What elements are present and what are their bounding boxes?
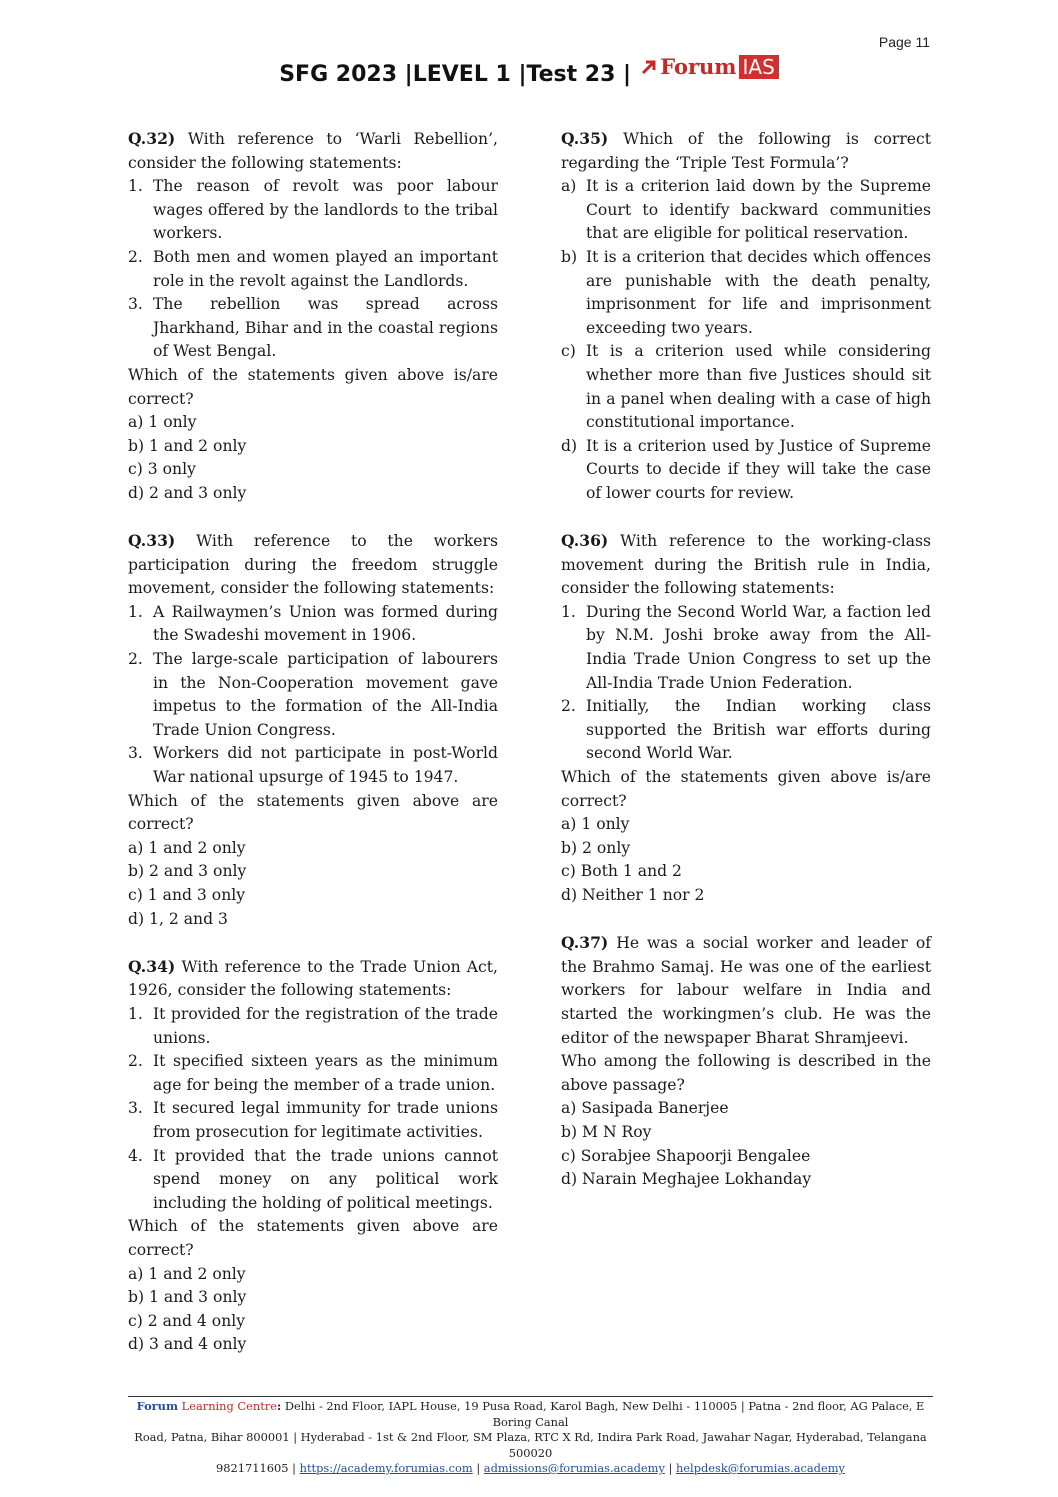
answer-option[interactable]: a) 1 and 2 only xyxy=(128,1264,246,1283)
statement-item xyxy=(128,742,498,789)
answer-option[interactable]: c) Both 1 and 2 xyxy=(561,862,682,881)
question-prompt: Which of the statements given above is/are correct? xyxy=(128,365,498,408)
statement-text: The reason of revolt was poor labour wages offered by the landlords to the tribal workers. xyxy=(153,177,498,243)
answer-option[interactable]: b) 2 and 3 only xyxy=(128,862,247,881)
statement-marker: 1. xyxy=(128,177,143,196)
answer-option[interactable]: d) 2 and 3 only xyxy=(128,483,247,502)
answer-option[interactable]: b) 2 only xyxy=(561,838,631,857)
page-footer xyxy=(128,1396,933,1477)
question-number: Q.37) xyxy=(561,933,609,953)
answer-option[interactable]: b) 1 and 3 only xyxy=(128,1288,247,1307)
statement-text: It provided for the registration of the trade unions. xyxy=(153,1004,498,1047)
question-prompt: Who among the following is described in the above passage? xyxy=(561,1052,931,1094)
answer-option[interactable]: a) 1 only xyxy=(561,815,630,834)
statement-marker: 2. xyxy=(128,1052,143,1071)
footer-address-1: Delhi - 2nd Floor, IAPL House, 19 Pusa Road, Karol Bagh, New Delhi - 110005 | Patna - 2nd floor, AG Palace, E Boring Canal xyxy=(281,1399,925,1429)
answer-option[interactable]: c) 2 and 4 only xyxy=(128,1311,246,1330)
statement-text: A Railwaymen’s Union was formed during the Swadeshi movement in 1906. xyxy=(153,602,498,645)
answer-option[interactable]: b) M N Roy xyxy=(561,1122,652,1141)
test-title: SFG 2023 |LEVEL 1 |Test 23 | xyxy=(279,62,632,87)
answer-option[interactable]: d) 1, 2 and 3 xyxy=(128,909,228,928)
footer-colon: : xyxy=(276,1399,282,1413)
question-block xyxy=(128,955,498,1357)
question-stem xyxy=(128,529,498,601)
statement-marker: 4. xyxy=(128,1146,143,1165)
statement-marker: 1. xyxy=(128,602,143,621)
answer-option[interactable]: d) Neither 1 nor 2 xyxy=(561,886,705,904)
statement-text: It specified sixteen years as the minimum age for being the member of a trade union. xyxy=(153,1052,498,1094)
page-number: Page 11 xyxy=(878,34,930,50)
answer-option[interactable]: c) Sorabjee Shapoorji Bengalee xyxy=(561,1146,811,1165)
statement-text: Initially, the Indian working class supported the British war efforts during second World War. xyxy=(586,697,931,763)
statement-text: The large-scale participation of labourers in the Non-Cooperation movement gave impetus to the formation of the All-India Trade Union Congress. xyxy=(153,650,498,739)
statement-item xyxy=(128,246,498,293)
statement-text: Both men and women played an important role in the revolt against the Landlords. xyxy=(153,247,498,290)
question-block xyxy=(561,931,931,1192)
answer-option[interactable]: a) Sasipada Banerjee xyxy=(561,1099,729,1118)
question-number: Q.33) xyxy=(128,531,176,551)
footer-helpdesk-email-link[interactable]: helpdesk@forumias.academy xyxy=(675,1461,845,1475)
footer-phone: 9821711605 xyxy=(216,1461,289,1475)
footer-admissions-email-link[interactable]: admissions@forumias.academy xyxy=(483,1461,665,1475)
footer-separator: | xyxy=(472,1461,484,1475)
statement-item xyxy=(128,1097,498,1144)
statement-item xyxy=(561,340,931,434)
question-block xyxy=(128,127,498,506)
question-number: Q.32) xyxy=(128,129,176,148)
statement-item xyxy=(561,601,931,695)
statement-marker: b) xyxy=(561,247,578,266)
statement-text: It is a criterion used by Justice of Supreme Courts to decide if they will take the case of lower courts for review. xyxy=(586,436,931,502)
statement-text: It is a criterion used while considering whether more than five Justices should sit in a panel when dealing with a case of high constitutional importance. xyxy=(586,342,931,432)
footer-separator: | xyxy=(288,1461,300,1475)
statement-list xyxy=(128,175,498,364)
answer-option[interactable]: d) Narain Meghajee Lokhanday xyxy=(561,1170,812,1189)
statement-list xyxy=(561,601,931,766)
answer-option[interactable]: c) 1 and 3 only xyxy=(128,886,246,904)
statement-text: It is a criterion laid down by the Supreme Court to identify backward communities that are eligible for political reservation. xyxy=(586,177,931,243)
answer-option[interactable]: a) 1 and 2 only xyxy=(128,838,246,857)
question-block xyxy=(128,529,498,931)
question-text: With reference to the Trade Union Act, 1926, consider the following statements: xyxy=(128,957,498,1000)
question-stem xyxy=(561,529,931,601)
question-stem xyxy=(128,955,498,1003)
statement-list xyxy=(561,175,931,505)
forumias-logo xyxy=(640,54,779,79)
statement-list xyxy=(128,601,498,790)
statement-item xyxy=(128,648,498,742)
page-header xyxy=(0,54,1058,87)
statement-marker: c) xyxy=(561,342,576,361)
statement-marker: 2. xyxy=(128,650,143,669)
statement-marker: 3. xyxy=(128,295,143,314)
question-block xyxy=(561,529,931,908)
statement-text: During the Second World War, a faction led by N.M. Joshi broke away from the All-India Trade Union Congress to set up the All-India Trade Union Federation. xyxy=(586,602,931,692)
statement-marker: 1. xyxy=(128,1004,143,1023)
statement-marker: 1. xyxy=(561,602,576,621)
footer-separator: | xyxy=(664,1461,676,1475)
left-column xyxy=(128,127,498,1380)
statement-text: The rebellion was spread across Jharkhand, Bihar and in the coastal regions of West Bengal. xyxy=(153,295,498,361)
answer-option[interactable]: c) 3 only xyxy=(128,460,196,479)
answer-option[interactable]: a) 1 only xyxy=(128,413,197,432)
footer-forum: Forum xyxy=(136,1399,179,1413)
statement-text: It secured legal immunity for trade unions from prosecution for legitimate activities. xyxy=(153,1099,498,1141)
question-text: He was a social worker and leader of the Brahmo Samaj. He was one of the earliest workers for labour welfare in India and started the workingmen’s club. He was the editor of the newspaper Bharat Shramjeevi. xyxy=(561,934,931,1047)
statement-item xyxy=(128,1003,498,1050)
statement-text: It is a criterion that decides which offences are punishable with the death penalty, imprisonment for life and imprisonment exceeding two years. xyxy=(586,247,931,337)
statement-marker: 3. xyxy=(128,1099,143,1118)
answer-option[interactable]: d) 3 and 4 only xyxy=(128,1335,247,1354)
statement-text: It provided that the trade unions cannot spend money on any political work including the holding of political meetings. xyxy=(153,1146,498,1212)
question-text: With reference to the working-class movement during the British rule in India, consider the following statements: xyxy=(561,532,931,598)
question-stem xyxy=(561,931,931,1050)
arrow-up-right-icon xyxy=(640,58,658,76)
statement-list xyxy=(128,1003,498,1215)
question-number: Q.34) xyxy=(128,956,176,976)
logo-ias-text: IAS xyxy=(739,55,779,79)
footer-contact-line xyxy=(128,1461,933,1477)
statement-item xyxy=(561,695,931,766)
question-number: Q.35) xyxy=(561,129,609,148)
footer-address-line-2: Road, Patna, Bihar 800001 | Hyderabad - 1st & 2nd Floor, SM Plaza, RTC X Rd, Indira Park Road, Jawahar Nagar, Hyderabad, Telangana 500020 xyxy=(134,1430,927,1460)
question-prompt: Which of the statements given above are correct? xyxy=(128,1217,498,1259)
statement-marker: 2. xyxy=(561,697,576,716)
statement-text: Workers did not participate in post-World War national upsurge of 1945 to 1947. xyxy=(153,744,498,787)
question-prompt: Which of the statements given above is/are correct? xyxy=(561,768,931,810)
answer-option[interactable]: b) 1 and 2 only xyxy=(128,436,247,455)
statement-item xyxy=(128,293,498,364)
question-stem xyxy=(128,127,498,175)
statement-item xyxy=(561,435,931,506)
logo-forum-text: Forum xyxy=(660,54,737,79)
question-block xyxy=(561,127,931,506)
statement-item xyxy=(561,246,931,340)
question-text: With reference to ‘Warli Rebellion’, consider the following statements: xyxy=(128,130,498,172)
statement-marker: a) xyxy=(561,177,577,196)
statement-item xyxy=(128,1145,498,1216)
question-stem xyxy=(561,127,931,175)
statement-item xyxy=(128,601,498,648)
statement-item xyxy=(561,175,931,246)
question-text: Which of the following is correct regarding the ‘Triple Test Formula’? xyxy=(561,130,931,172)
question-text: With reference to the workers participation during the freedom struggle movement, consider the following statements: xyxy=(128,532,498,598)
footer-website-link[interactable]: https://academy.forumias.com xyxy=(299,1461,473,1475)
footer-learning-centre: Learning Centre xyxy=(178,1399,277,1413)
footer-address-line-1 xyxy=(128,1399,933,1430)
statement-item xyxy=(128,175,498,246)
statement-marker: 3. xyxy=(128,744,143,763)
right-column xyxy=(561,127,931,1215)
statement-marker: 2. xyxy=(128,247,143,266)
statement-marker: d) xyxy=(561,436,578,455)
question-number: Q.36) xyxy=(561,531,609,551)
statement-item xyxy=(128,1050,498,1097)
question-prompt: Which of the statements given above are correct? xyxy=(128,791,498,834)
